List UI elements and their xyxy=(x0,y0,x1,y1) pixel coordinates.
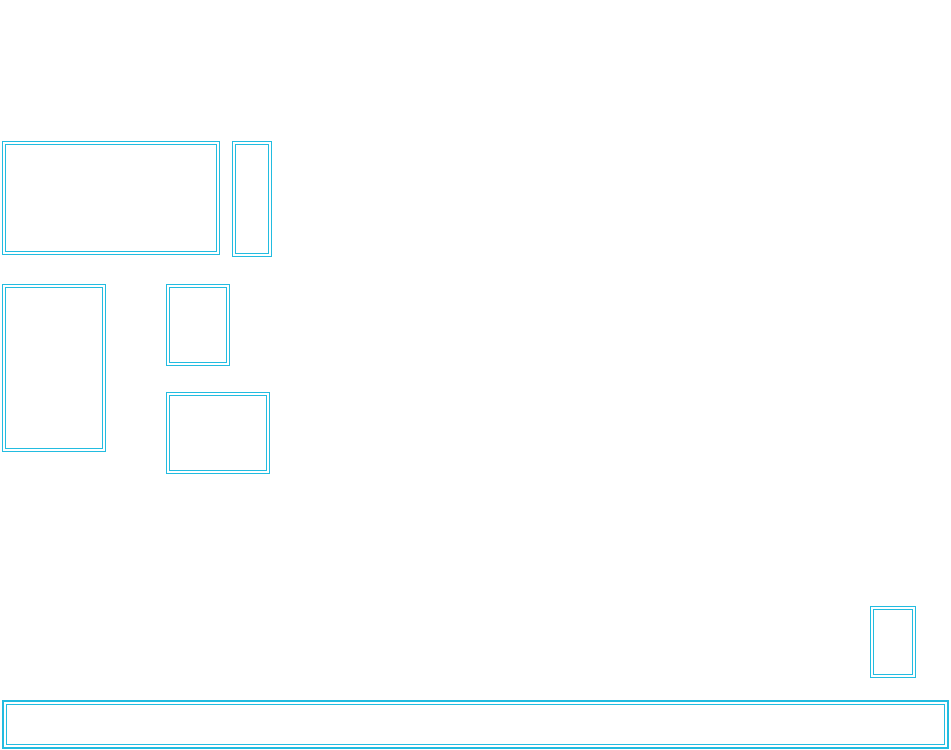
chart-wheel xyxy=(322,0,951,700)
chart-header-left xyxy=(2,2,8,140)
footer xyxy=(2,700,949,749)
aspect-list-1 xyxy=(232,141,272,257)
speed-table xyxy=(2,284,106,452)
info-table xyxy=(2,141,220,255)
asteroid-longitude-table xyxy=(166,284,230,366)
